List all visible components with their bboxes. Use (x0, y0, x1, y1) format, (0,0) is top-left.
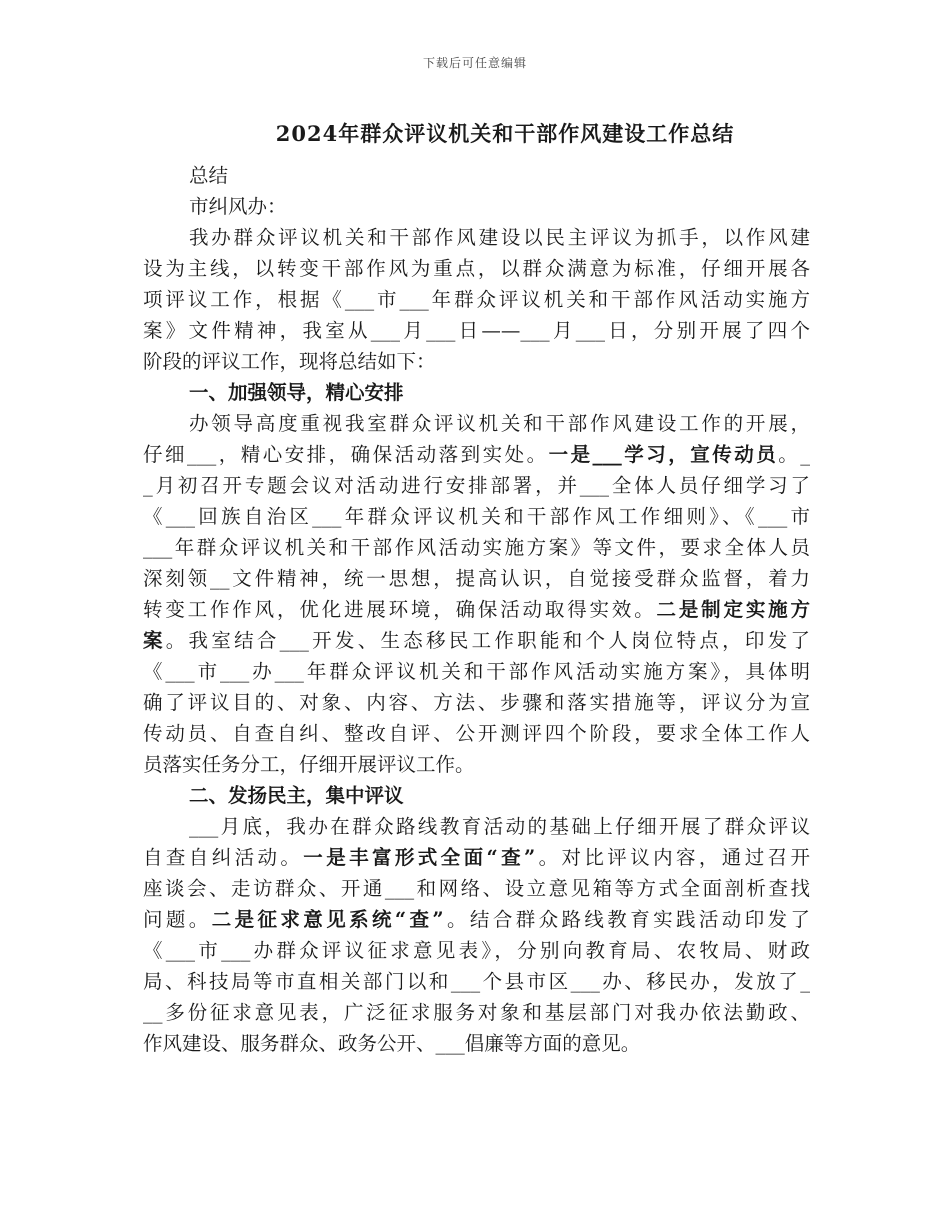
text-line: 我办群众评议机关和干部作风建设以民主评议为抓手，以作风建 (189, 226, 810, 249)
text-run: 自查自纠活动。 (143, 846, 304, 869)
document-body (143, 160, 810, 1059)
text-line: ___月底，我办在群众路线教育活动的基础上仔细开展了群众评议 (189, 815, 810, 838)
paragraph-evaluation (143, 811, 810, 1059)
text-line: 作风建设、服务群众、政务公开、___倡廉等方面的意见。 (143, 1032, 641, 1055)
section-heading-1: 一、加强领导，精心安排 (189, 381, 404, 404)
text-line: 《___市___办群众评议征求意见表》，分别向教育局、农牧局、财政 (143, 939, 810, 962)
text-line: 《___回族自治区___年群众评议机关和干部作风工作细则》、《___市 (143, 505, 810, 528)
text-run: 转变工作作风，优化进展环境，确保活动取得实效。 (143, 598, 657, 621)
text-line: 确了评议目的、对象、内容、方法、步骤和落实措施等，评议分为宣 (143, 691, 810, 714)
text-line-mixed (143, 625, 810, 656)
bold-run: 案 (143, 629, 166, 652)
text-run: 。对比评议内容，通过召开 (535, 846, 810, 869)
document-label: 总结 (189, 164, 229, 187)
text-line: ___年群众评议机关和干部作风活动实施方案》等文件，要求全体人员 (143, 536, 810, 559)
bold-run: 二是征求意见系统“查” (211, 908, 444, 931)
text-line-mixed (143, 842, 810, 873)
text-run: 。结合群众路线教育实践活动印发了 (443, 908, 810, 931)
text-line: 深刻领__文件精神，统一思想，提高认识，自觉接受群众监督，着力 (143, 567, 810, 590)
addressee: 市纠风办： (189, 195, 287, 218)
bold-run: 一是___学习，宣传动员 (548, 443, 779, 466)
text-line-mixed (143, 904, 810, 935)
text-line: 传动员、自查自纠、整改自评、公开测评四个阶段，要求全体工作人 (143, 722, 810, 745)
text-run: 。_ (778, 443, 810, 466)
text-line: 案》文件精神，我室从___月___日——___月___日，分别开展了四个 (143, 319, 810, 342)
text-line: 项评议工作，根据《___市___年群众评议机关和干部作风活动实施方 (143, 288, 810, 311)
header-note: 下载后可任意编辑 (422, 56, 527, 70)
text-line: __多份征求意见表，广泛征求服务对象和基层部门对我办依法勤政、 (143, 1001, 810, 1024)
bold-run: 二是制定实施方 (656, 598, 810, 621)
text-line: 局、科技局等市直相关部门以和___个县市区___办、移民办，发放了_ (143, 970, 810, 993)
text-run: 。我室结合___开发、生态移民工作职能和个人岗位特点，印发了 (165, 629, 810, 652)
paragraph-intro (143, 222, 810, 377)
text-line: 办领导高度重视我室群众评议机关和干部作风建设工作的开展， (189, 412, 810, 435)
bold-run: 一是丰富形式全面“查” (303, 846, 536, 869)
text-line: 阶段的评议工作，现将总结如下： (143, 350, 436, 373)
section-heading-2: 二、发扬民主，集中评议 (189, 784, 404, 807)
text-line-mixed (143, 439, 810, 470)
text-run: 问题。 (143, 908, 212, 931)
text-line: 设为主线，以转变干部作风为重点，以群众满意为标准，仔细开展各 (143, 257, 810, 280)
text-line: 员落实任务分工，仔细开展评议工作。 (143, 753, 475, 776)
text-line-mixed (143, 594, 810, 625)
text-line: _月初召开专题会议对活动进行安排部署，并___全体人员仔细学习了 (143, 474, 810, 497)
text-line: 座谈会、走访群众、开通___和网络、设立意见箱等方式全面剖析查找 (143, 877, 810, 900)
paragraph-leadership (143, 408, 810, 780)
text-run: 仔细___，精心安排，确保活动落到实处。 (143, 443, 549, 466)
document-title: 2024年群众评议机关和干部作风建设工作总结 (275, 121, 735, 146)
text-line: 《___市___办___年群众评议机关和干部作风活动实施方案》，具体明 (143, 660, 810, 683)
